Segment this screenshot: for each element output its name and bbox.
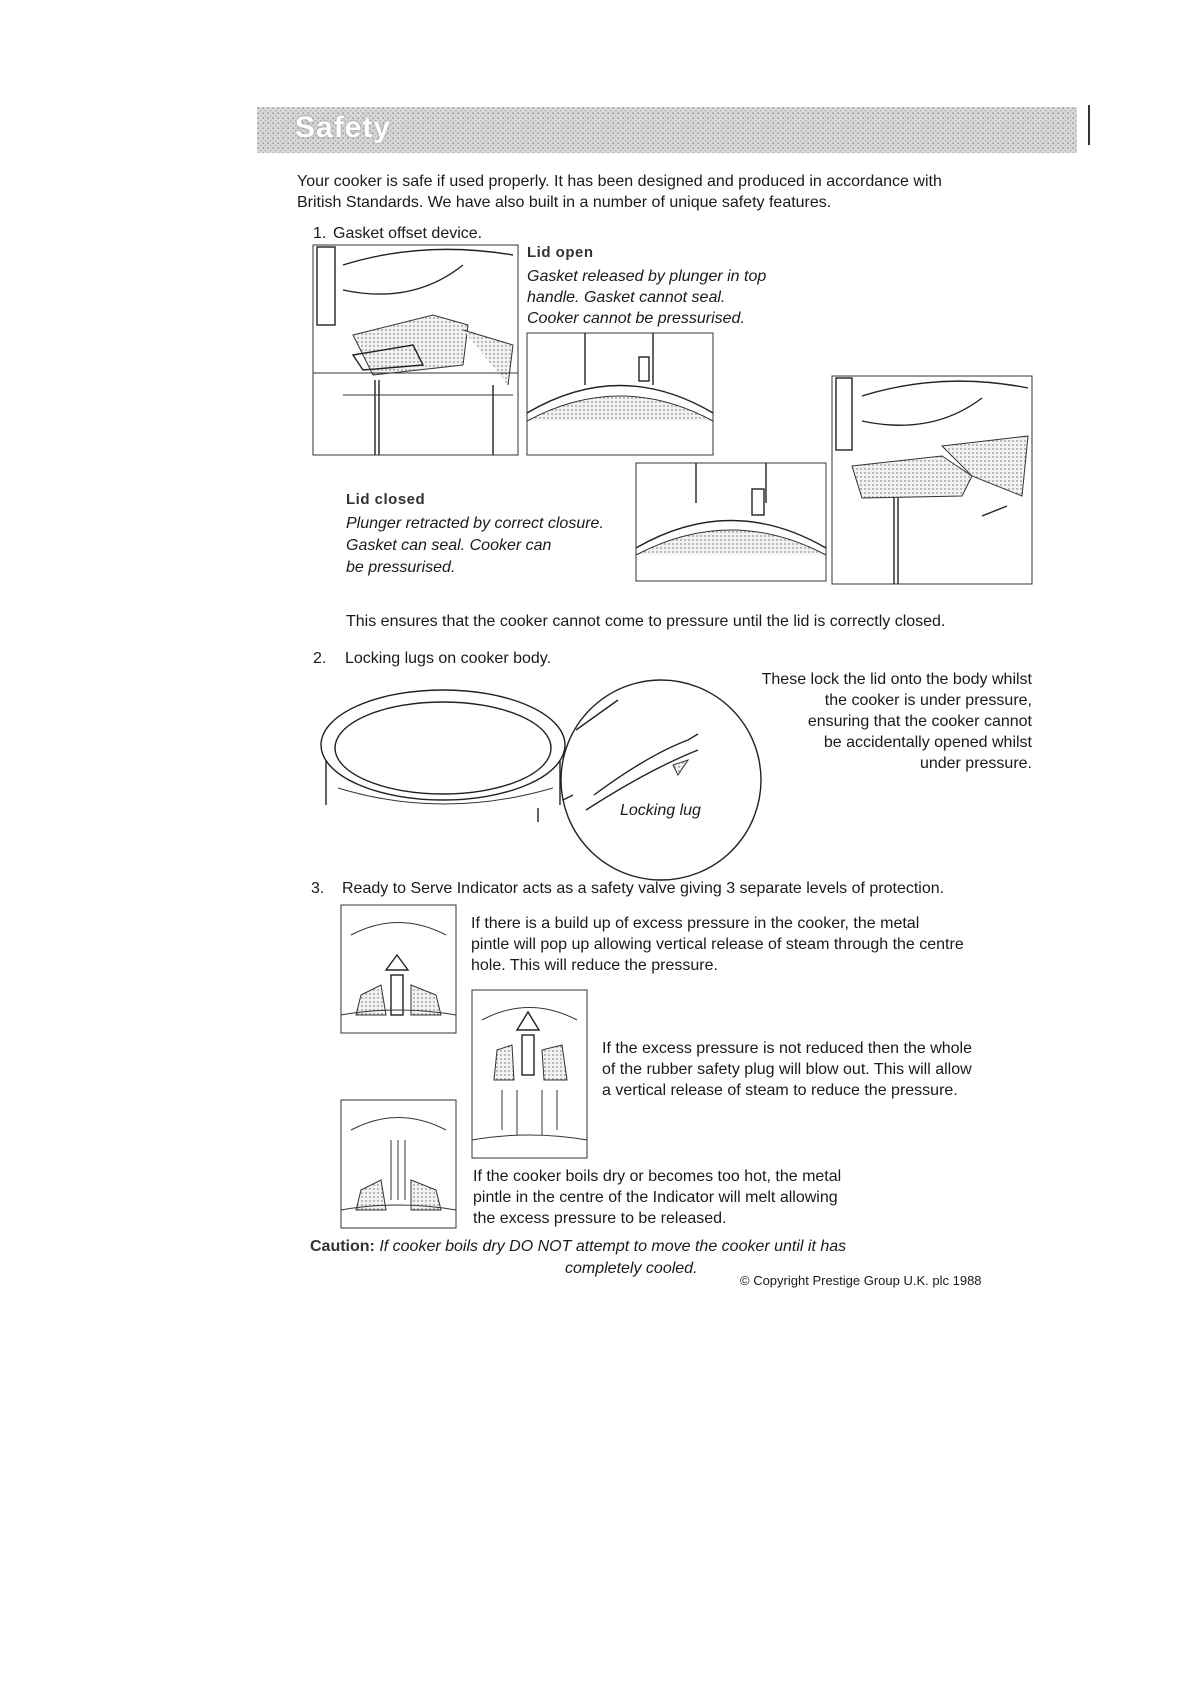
level-1-line-1: If there is a build up of excess pressure in the cooker, the metal [471, 915, 920, 932]
margin-rule [1088, 105, 1090, 145]
lid-closed-line-2: Gasket can seal. Cooker can [346, 537, 552, 554]
section-banner [257, 107, 1077, 153]
item-2-desc-2: the cooker is under pressure, [824, 692, 1032, 709]
level-2-line-1: If the excess pressure is not reduced then the whole [602, 1040, 972, 1057]
indicator-level-2-illustration [472, 990, 587, 1158]
locking-lug-label: Locking lug [620, 802, 701, 819]
lid-open-line-3: Cooker cannot be pressurised. [527, 310, 745, 327]
level-1-line-2: pintle will pop up allowing vertical release of steam through the centre [471, 936, 964, 953]
lid-closed-line-1: Plunger retracted by correct closure. [346, 515, 604, 532]
gasket-open-detail-illustration [527, 333, 713, 455]
level-2-line-3: a vertical release of steam to reduce the pressure. [602, 1082, 958, 1099]
gasket-open-illustration [313, 245, 518, 455]
item-2-desc-5: under pressure. [919, 755, 1032, 772]
item-3-title: Ready to Serve Indicator acts as a safety valve giving 3 separate levels of protection. [342, 880, 945, 897]
indicator-level-1-illustration [341, 905, 456, 1033]
indicator-level-3-illustration [341, 1100, 456, 1228]
lid-open-heading: Lid open [527, 244, 594, 261]
caution-line-2: completely cooled. [565, 1260, 698, 1277]
item-2-desc-4: be accidentally opened whilst [823, 734, 1032, 751]
item-2-desc-3: ensuring that the cooker cannot [807, 713, 1032, 730]
intro-line-2: British Standards. We have also built in a number of unique safety features. [297, 194, 832, 211]
item-2-number: 2. [313, 650, 327, 667]
lid-closed-heading: Lid closed [346, 491, 426, 508]
level-3-line-3: the excess pressure to be released. [473, 1210, 727, 1227]
caution-text: If cooker boils dry DO NOT attempt to move the cooker until it has [374, 1238, 847, 1255]
gasket-closed-detail-illustration [636, 463, 826, 581]
lid-open-line-2: handle. Gasket cannot seal. [527, 289, 726, 306]
level-2-line-2: of the rubber safety plug will blow out. This will allow [602, 1061, 972, 1078]
item-1-title: Gasket offset device. [333, 225, 483, 242]
level-3-line-2: pintle in the centre of the Indicator will melt allowing [473, 1189, 838, 1206]
item-2-title: Locking lugs on cooker body. [345, 650, 552, 667]
caution-line-1 [310, 1236, 846, 1257]
item-1-number: 1. [313, 225, 327, 242]
item-3-number: 3. [311, 880, 325, 897]
item-1-ensures: This ensures that the cooker cannot come to pressure until the lid is correctly closed. [346, 613, 946, 630]
level-1-line-3: hole. This will reduce the pressure. [471, 957, 718, 974]
section-title: Safety [295, 111, 392, 144]
caution-label: Caution: [310, 1238, 375, 1255]
lid-closed-line-3: be pressurised. [346, 559, 456, 576]
level-3-line-1: If the cooker boils dry or becomes too hot, the metal [473, 1168, 842, 1185]
lid-open-line-1: Gasket released by plunger in top [527, 268, 767, 285]
intro-line-1: Your cooker is safe if used properly. It has been designed and produced in accordance with [297, 173, 942, 190]
gasket-closed-illustration [832, 376, 1032, 584]
copyright: © Copyright Prestige Group U.K. plc 1988 [740, 1273, 982, 1288]
item-2-desc-1: These lock the lid onto the body whilst [761, 671, 1032, 688]
